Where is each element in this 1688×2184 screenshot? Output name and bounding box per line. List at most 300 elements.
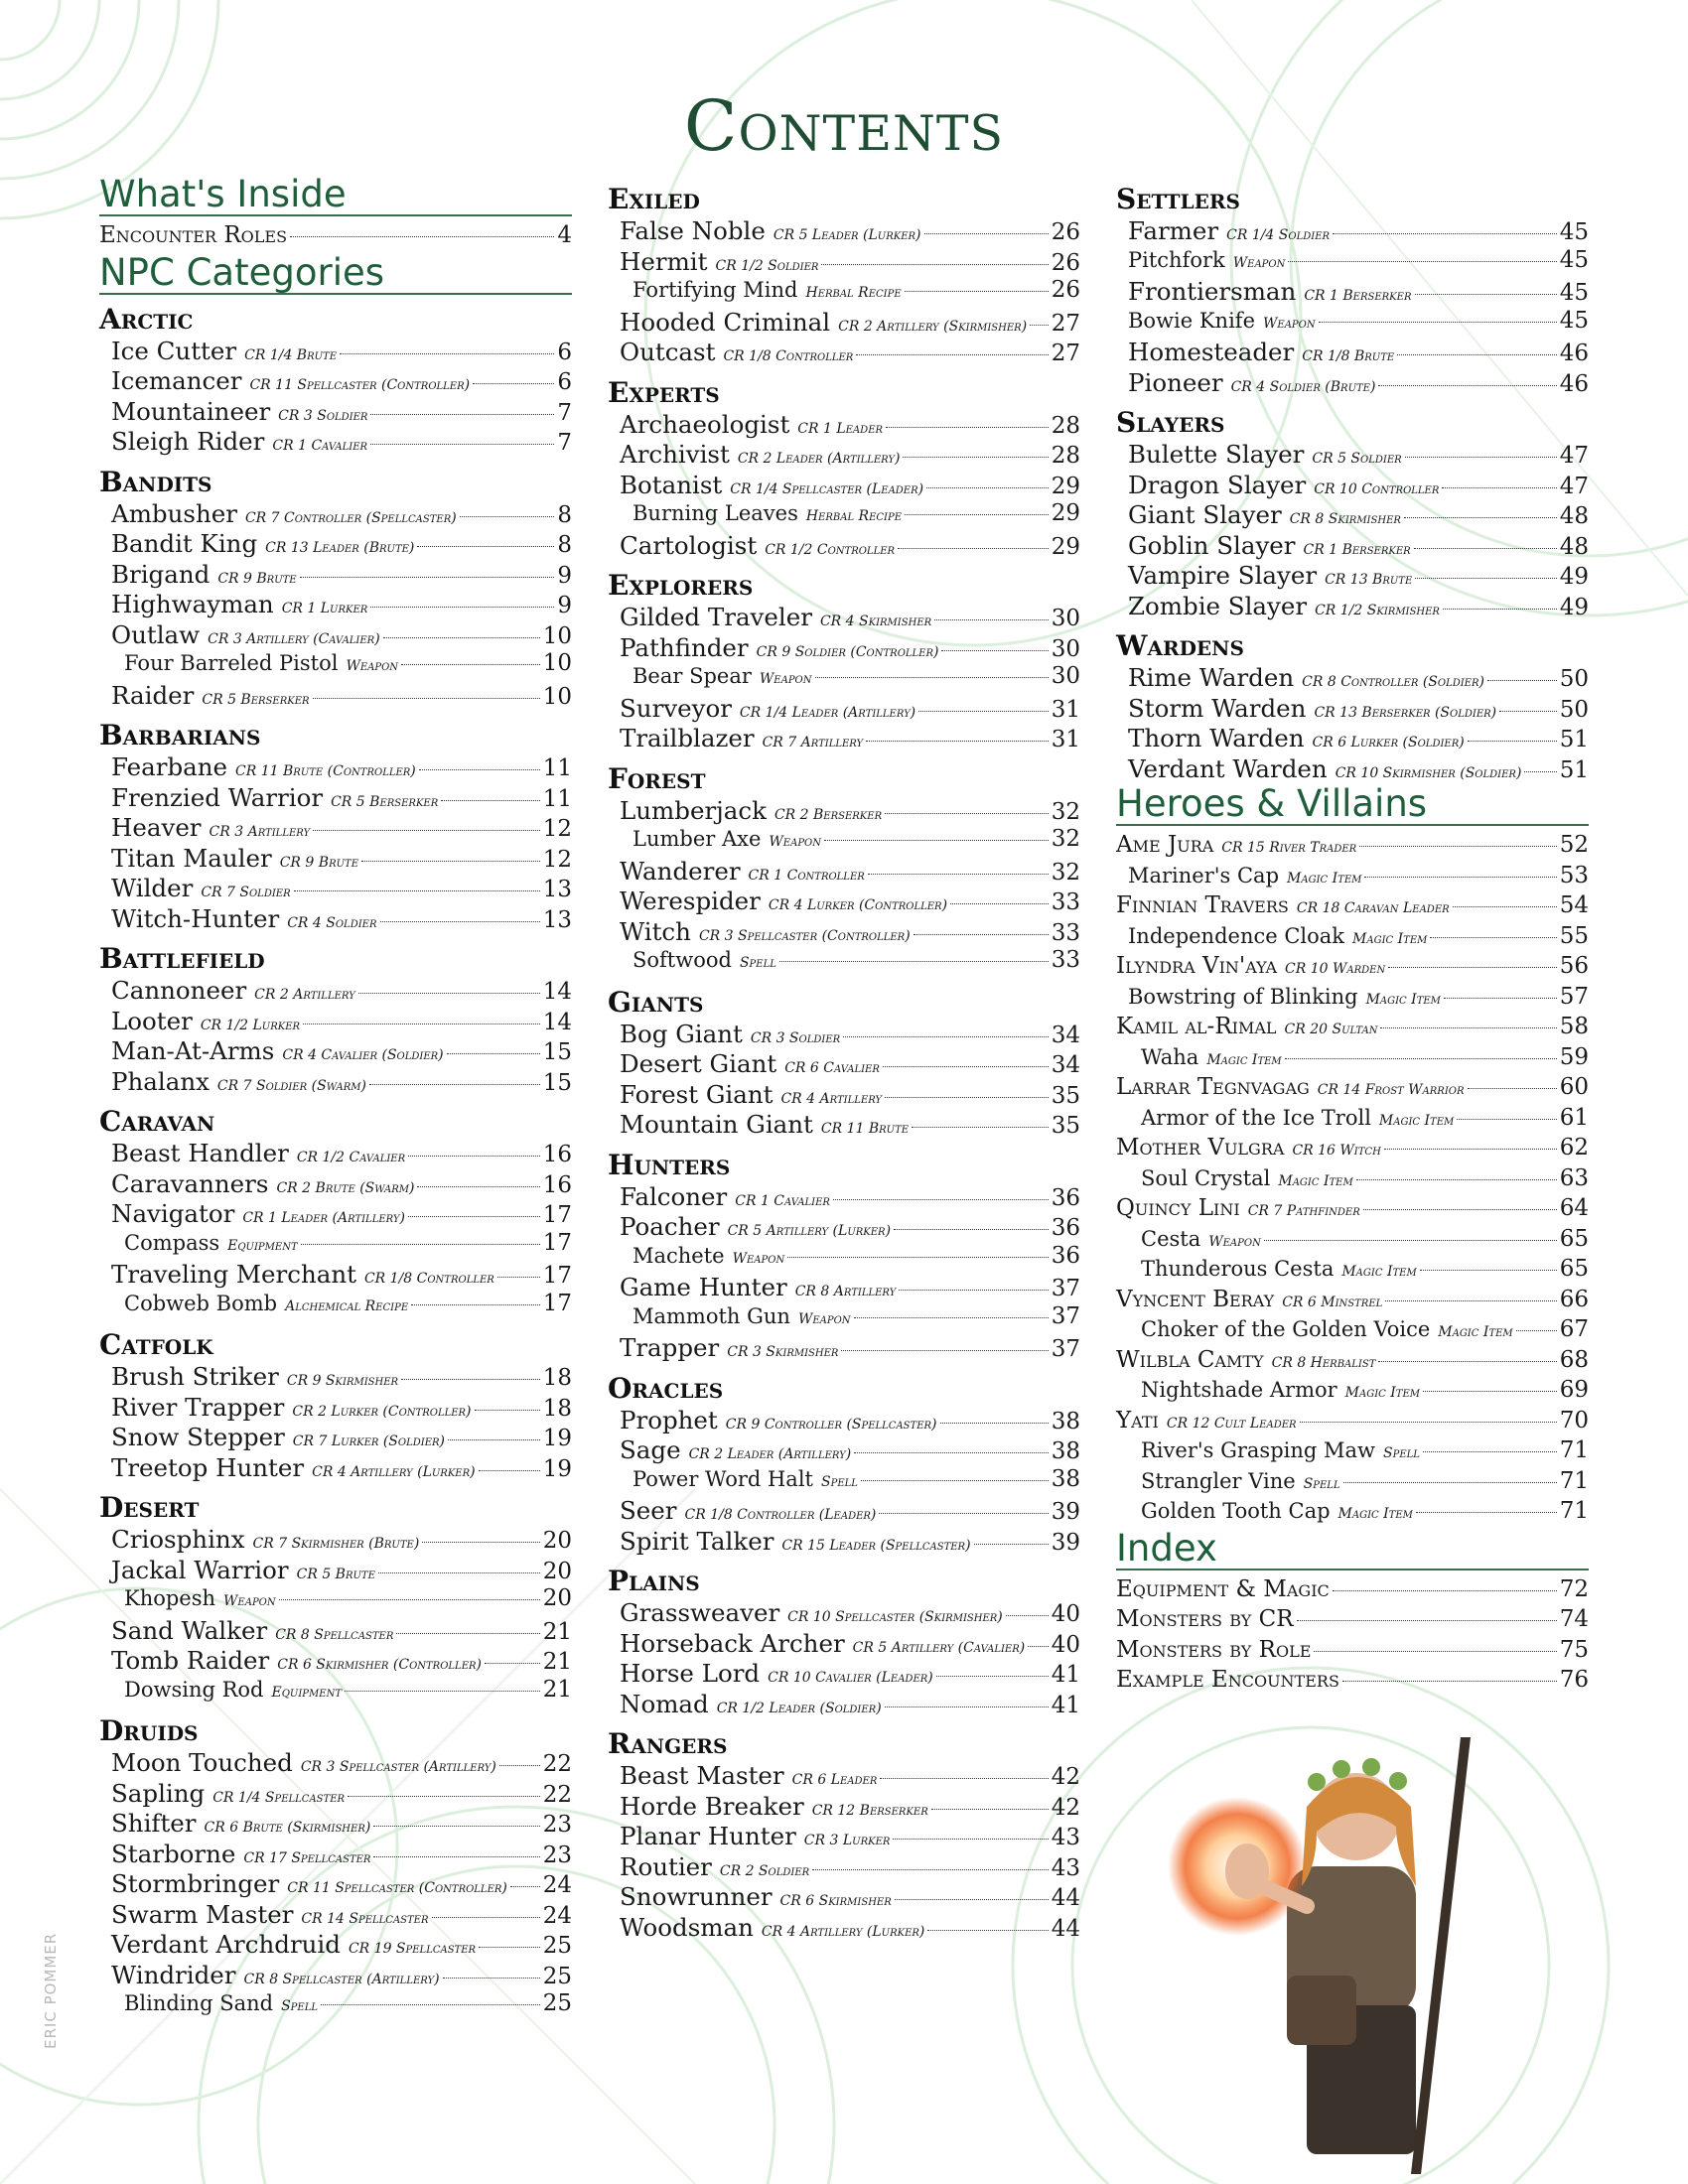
toc-entry[interactable] bbox=[99, 366, 572, 397]
toc-entry[interactable] bbox=[1116, 1074, 1589, 1105]
entry-name: Bandit King bbox=[111, 529, 258, 558]
entry-meta: CR 11 Brute bbox=[820, 1121, 910, 1137]
toc-entry[interactable] bbox=[1116, 892, 1589, 923]
entry-name: Strangler Vine bbox=[1141, 1468, 1296, 1493]
toc-entry[interactable] bbox=[99, 1423, 572, 1453]
entry-name: Dowsing Rod bbox=[124, 1677, 264, 1702]
entry-meta: CR 1/4 Spellcaster bbox=[212, 1789, 346, 1806]
toc-entry[interactable] bbox=[608, 1273, 1080, 1303]
entry-meta: CR 1 Lurker bbox=[281, 601, 368, 616]
toc-entry[interactable] bbox=[608, 633, 1080, 664]
entry-name: Farmer bbox=[1128, 216, 1219, 245]
toc-entry[interactable] bbox=[1116, 1606, 1589, 1637]
page-number: 31 bbox=[1051, 727, 1080, 752]
entry-name: Bulette Slayer bbox=[1128, 440, 1305, 469]
toc-entry[interactable] bbox=[99, 1393, 572, 1424]
page-number: 36 bbox=[1051, 1242, 1080, 1269]
entry-meta: CR 5 Brute bbox=[296, 1566, 375, 1582]
toc-entry[interactable] bbox=[1116, 368, 1589, 399]
dot-leader bbox=[934, 619, 1049, 620]
dot-leader bbox=[1363, 1209, 1557, 1210]
entry-meta: CR 1/4 Spellcaster (Leader) bbox=[730, 480, 924, 497]
dot-leader bbox=[432, 1917, 540, 1918]
page-number: 13 bbox=[542, 877, 572, 902]
page-number: 37 bbox=[1051, 1302, 1080, 1329]
page-number: 42 bbox=[1051, 1794, 1080, 1821]
entry-name: Fortifying Mind bbox=[633, 278, 798, 302]
entry-name: Rime Warden bbox=[1128, 663, 1295, 692]
entry-name: Bowstring of Blinking bbox=[1128, 984, 1358, 1009]
toc-entry[interactable] bbox=[99, 1556, 572, 1586]
dot-leader bbox=[879, 1513, 1048, 1514]
toc-entry[interactable] bbox=[99, 1646, 572, 1677]
toc-entry[interactable] bbox=[1116, 724, 1589, 754]
entry-name: Stormbringer bbox=[111, 1869, 280, 1898]
entry-meta: CR 7 Artillery bbox=[762, 735, 864, 751]
dot-leader bbox=[1359, 846, 1557, 847]
toc-entry[interactable] bbox=[99, 1990, 572, 2021]
page-number: 16 bbox=[542, 1171, 572, 1198]
toc-entry[interactable] bbox=[608, 500, 1080, 531]
toc-entry[interactable] bbox=[99, 1007, 572, 1037]
toc-entry[interactable] bbox=[99, 620, 572, 651]
dot-leader bbox=[378, 1572, 540, 1573]
entry-name: Bear Spear bbox=[633, 664, 752, 688]
entry-name: Phalanx bbox=[111, 1066, 210, 1096]
page-number: 21 bbox=[542, 1676, 572, 1703]
toc-entry[interactable] bbox=[608, 1243, 1080, 1274]
entry-meta: CR 4 Skirmisher bbox=[819, 614, 932, 629]
toc-entry[interactable] bbox=[1116, 440, 1589, 471]
toc-entry[interactable] bbox=[1116, 1135, 1589, 1165]
toc-entry[interactable] bbox=[1116, 1667, 1589, 1698]
contents-column-1 bbox=[99, 175, 572, 2021]
page-number: 58 bbox=[1559, 1014, 1589, 1039]
dot-leader bbox=[510, 1886, 540, 1887]
toc-entry[interactable] bbox=[608, 247, 1080, 278]
toc-entry[interactable] bbox=[1116, 471, 1589, 501]
dot-leader bbox=[893, 1839, 1048, 1840]
category-heading-explorers: Explorers bbox=[608, 569, 754, 602]
toc-entry[interactable] bbox=[1116, 923, 1589, 954]
entry-name: Softwood bbox=[633, 948, 732, 972]
dot-leader bbox=[815, 677, 1049, 678]
toc-entry[interactable] bbox=[608, 338, 1080, 368]
dot-leader bbox=[422, 1542, 539, 1543]
entry-meta: CR 4 Artillery (Lurker) bbox=[312, 1463, 476, 1480]
entry-name: Machete bbox=[633, 1243, 725, 1268]
dot-leader bbox=[941, 650, 1048, 651]
toc-entry[interactable] bbox=[1116, 1044, 1589, 1075]
dot-leader bbox=[485, 1663, 540, 1664]
entry-name: Jackal Warrior bbox=[111, 1555, 289, 1584]
entry-name: Cesta bbox=[1141, 1226, 1201, 1251]
entry-meta: CR 9 Soldier (Controller) bbox=[756, 643, 939, 660]
entry-name: Pioneer bbox=[1128, 367, 1223, 397]
entry-name: Shifter bbox=[111, 1809, 197, 1838]
entry-meta: CR 2 Soldier bbox=[719, 1862, 810, 1879]
toc-entry[interactable] bbox=[608, 1182, 1080, 1213]
toc-entry[interactable] bbox=[99, 1930, 572, 1961]
dot-leader bbox=[1314, 1651, 1556, 1652]
entry-meta: CR 17 Spellcaster bbox=[243, 1849, 371, 1866]
toc-entry[interactable] bbox=[1116, 1195, 1589, 1226]
dot-leader bbox=[1457, 1119, 1556, 1120]
toc-entry[interactable] bbox=[608, 1598, 1080, 1629]
entry-meta: Weapon bbox=[759, 671, 812, 687]
toc-entry[interactable] bbox=[99, 1900, 572, 1931]
toc-entry[interactable] bbox=[608, 1435, 1080, 1466]
page-number: 76 bbox=[1559, 1667, 1589, 1693]
entry-name: Blinding Sand bbox=[124, 1991, 274, 2015]
toc-entry[interactable] bbox=[608, 1466, 1080, 1497]
entry-meta: Weapon bbox=[732, 1250, 785, 1267]
page-title: Contents bbox=[683, 85, 1005, 167]
toc-entry[interactable] bbox=[608, 1822, 1080, 1852]
entry-name: Giant Slayer bbox=[1128, 500, 1282, 529]
toc-entry[interactable] bbox=[99, 590, 572, 620]
page-number: 48 bbox=[1559, 503, 1589, 529]
toc-entry[interactable] bbox=[1116, 754, 1589, 785]
page-number: 17 bbox=[542, 1229, 572, 1256]
toc-entry[interactable] bbox=[99, 752, 572, 783]
entry-name: Waha bbox=[1141, 1044, 1199, 1069]
toc-entry[interactable] bbox=[99, 427, 572, 458]
toc-entry[interactable] bbox=[1116, 1165, 1589, 1196]
toc-entry[interactable] bbox=[99, 1961, 572, 1991]
entry-meta: Magic Item bbox=[1287, 870, 1362, 887]
page-number: 46 bbox=[1559, 341, 1589, 366]
toc-entry[interactable] bbox=[608, 887, 1080, 917]
toc-entry[interactable] bbox=[608, 277, 1080, 308]
dot-leader bbox=[294, 890, 540, 891]
entry-name: Power Word Halt bbox=[633, 1466, 813, 1491]
dot-leader bbox=[401, 664, 540, 665]
toc-entry[interactable] bbox=[1116, 953, 1589, 984]
entry-meta: CR 4 Lurker (Controller) bbox=[768, 897, 948, 913]
entry-meta: Magic Item bbox=[1337, 1506, 1413, 1522]
page-number: 40 bbox=[1051, 1631, 1080, 1658]
dot-leader bbox=[1487, 680, 1557, 681]
dot-leader bbox=[345, 1691, 540, 1692]
toc-entry[interactable] bbox=[99, 222, 572, 253]
page-number: 8 bbox=[557, 532, 572, 558]
dot-leader bbox=[313, 698, 540, 699]
toc-entry[interactable] bbox=[608, 410, 1080, 441]
toc-entry[interactable] bbox=[1116, 338, 1589, 368]
toc-entry[interactable] bbox=[608, 1496, 1080, 1527]
entry-meta: Weapon bbox=[797, 1310, 851, 1327]
toc-entry[interactable] bbox=[1116, 694, 1589, 725]
entry-name: Ambusher bbox=[111, 498, 237, 528]
toc-entry[interactable] bbox=[1116, 1105, 1589, 1136]
toc-entry[interactable] bbox=[99, 1362, 572, 1393]
dot-leader bbox=[924, 233, 1049, 234]
dot-leader bbox=[1415, 578, 1556, 579]
toc-entry[interactable] bbox=[99, 337, 572, 367]
toc-entry[interactable] bbox=[99, 783, 572, 814]
dot-leader bbox=[1300, 1422, 1557, 1423]
entry-meta: CR 6 Cavalier bbox=[784, 1060, 880, 1076]
page-number: 39 bbox=[1051, 1529, 1080, 1556]
toc-entry[interactable] bbox=[608, 308, 1080, 339]
toc-entry[interactable] bbox=[99, 1036, 572, 1067]
toc-entry[interactable] bbox=[99, 650, 572, 681]
dot-leader bbox=[824, 840, 1049, 841]
toc-entry[interactable] bbox=[608, 796, 1080, 827]
entry-meta: Weapon bbox=[1263, 315, 1316, 332]
entry-name: Homesteader bbox=[1128, 338, 1295, 366]
entry-meta: CR 11 Spellcaster (Controller) bbox=[249, 377, 471, 393]
toc-entry[interactable] bbox=[99, 1291, 572, 1321]
toc-entry[interactable] bbox=[99, 1525, 572, 1556]
page-number: 44 bbox=[1051, 1885, 1080, 1911]
entry-meta: CR 10 Controller bbox=[1314, 480, 1440, 497]
entry-name: Sage bbox=[620, 1435, 681, 1464]
toc-entry[interactable] bbox=[1116, 247, 1589, 278]
entry-meta: Weapon bbox=[1208, 1233, 1261, 1250]
toc-entry[interactable] bbox=[99, 681, 572, 712]
toc-entry[interactable] bbox=[99, 1230, 572, 1261]
page-number: 70 bbox=[1559, 1407, 1589, 1433]
toc-entry[interactable] bbox=[608, 1761, 1080, 1792]
toc-entry[interactable] bbox=[608, 471, 1080, 501]
toc-entry[interactable] bbox=[1116, 1377, 1589, 1408]
page-number: 30 bbox=[1051, 606, 1080, 631]
contents-column-2 bbox=[608, 175, 1080, 1943]
entry-meta: CR 7 Pathfinder bbox=[1247, 1203, 1360, 1219]
entry-meta: CR 20 Sultan bbox=[1284, 1022, 1378, 1037]
dot-leader bbox=[479, 1947, 540, 1948]
entry-name: Mountaineer bbox=[111, 396, 271, 426]
page-number: 25 bbox=[542, 1990, 572, 2016]
entry-name: Criosphinx bbox=[111, 1525, 245, 1554]
page-number: 68 bbox=[1559, 1346, 1589, 1373]
toc-entry[interactable] bbox=[99, 1779, 572, 1810]
entry-meta: CR 9 Skirmisher bbox=[286, 1373, 399, 1389]
toc-entry[interactable] bbox=[608, 531, 1080, 562]
entry-meta: CR 1 Cavalier bbox=[735, 1192, 830, 1209]
toc-entry[interactable] bbox=[1116, 832, 1589, 863]
dot-leader bbox=[321, 2004, 540, 2005]
page-number: 47 bbox=[1559, 443, 1589, 469]
toc-entry[interactable] bbox=[608, 857, 1080, 887]
toc-entry[interactable] bbox=[608, 694, 1080, 725]
toc-entry[interactable] bbox=[1116, 561, 1589, 592]
toc-entry[interactable] bbox=[608, 1303, 1080, 1334]
dot-leader bbox=[883, 1066, 1049, 1067]
toc-entry[interactable] bbox=[99, 904, 572, 935]
toc-entry[interactable] bbox=[99, 397, 572, 428]
toc-entry[interactable] bbox=[1116, 984, 1589, 1015]
entry-meta: CR 15 River Trader bbox=[1221, 840, 1357, 856]
dot-leader bbox=[358, 993, 540, 994]
page-number: 49 bbox=[1559, 564, 1589, 590]
page-number: 19 bbox=[542, 1426, 572, 1451]
toc-entry[interactable] bbox=[1116, 531, 1589, 562]
toc-entry[interactable] bbox=[1116, 216, 1589, 247]
dot-leader bbox=[1006, 1615, 1049, 1616]
toc-entry[interactable] bbox=[1116, 308, 1589, 339]
dot-leader bbox=[936, 1676, 1049, 1677]
toc-entry[interactable] bbox=[608, 1527, 1080, 1558]
entry-name: Ice Cutter bbox=[111, 336, 237, 365]
entry-meta: CR 9 Brute bbox=[217, 570, 297, 587]
toc-entry[interactable] bbox=[608, 1913, 1080, 1944]
toc-entry[interactable] bbox=[1116, 1316, 1589, 1347]
entry-name: Treetop Hunter bbox=[111, 1452, 305, 1482]
entry-meta: CR 2 Brute (Swarm) bbox=[276, 1179, 415, 1196]
dot-leader bbox=[1444, 998, 1557, 999]
dot-leader bbox=[1333, 1590, 1557, 1591]
toc-entry[interactable] bbox=[99, 1869, 572, 1900]
toc-entry[interactable] bbox=[1116, 1226, 1589, 1257]
toc-entry[interactable] bbox=[99, 976, 572, 1007]
toc-entry[interactable] bbox=[608, 663, 1080, 694]
entry-meta: Herbal Recipe bbox=[805, 285, 902, 301]
dot-leader bbox=[905, 514, 1049, 515]
page-number: 9 bbox=[557, 593, 572, 618]
toc-entry[interactable] bbox=[608, 1629, 1080, 1660]
page-number: 10 bbox=[542, 683, 572, 710]
toc-entry[interactable] bbox=[1116, 500, 1589, 531]
toc-entry[interactable] bbox=[99, 1809, 572, 1840]
page-number: 18 bbox=[542, 1365, 572, 1391]
category-heading-experts: Experts bbox=[608, 375, 720, 409]
toc-entry[interactable] bbox=[1116, 1576, 1589, 1607]
page-number: 17 bbox=[542, 1263, 572, 1289]
page-number: 49 bbox=[1559, 594, 1589, 620]
toc-entry[interactable] bbox=[1116, 1347, 1589, 1378]
page-number: 4 bbox=[557, 222, 572, 248]
entry-meta: CR 1/2 Skirmisher bbox=[1315, 602, 1440, 618]
toc-entry[interactable] bbox=[608, 1659, 1080, 1690]
entry-name: Navigator bbox=[111, 1199, 235, 1228]
entry-name: Sand Walker bbox=[111, 1615, 268, 1645]
page-number: 39 bbox=[1051, 1499, 1080, 1525]
toc-entry[interactable] bbox=[608, 1110, 1080, 1141]
toc-entry[interactable] bbox=[608, 826, 1080, 857]
entry-meta: CR 14 Frost Warrior bbox=[1317, 1082, 1465, 1098]
toc-entry[interactable] bbox=[608, 1406, 1080, 1436]
dot-leader bbox=[408, 1156, 540, 1157]
toc-entry[interactable] bbox=[1116, 592, 1589, 622]
toc-entry[interactable] bbox=[608, 1020, 1080, 1050]
toc-entry[interactable] bbox=[1116, 1498, 1589, 1529]
page-number: 41 bbox=[1051, 1662, 1080, 1688]
page-number: 26 bbox=[1051, 277, 1080, 303]
toc-entry[interactable] bbox=[608, 1212, 1080, 1243]
entry-meta: Alchemical Recipe bbox=[285, 1297, 409, 1314]
toc-entry[interactable] bbox=[99, 1585, 572, 1616]
dot-leader bbox=[1442, 487, 1556, 488]
page-number: 32 bbox=[1051, 826, 1080, 852]
toc-entry[interactable] bbox=[99, 1616, 572, 1647]
contents-column-3 bbox=[1116, 175, 1589, 1698]
toc-entry[interactable] bbox=[1116, 1287, 1589, 1317]
dot-leader bbox=[1356, 1179, 1557, 1180]
page-number: 64 bbox=[1559, 1195, 1589, 1221]
toc-entry[interactable] bbox=[1116, 1468, 1589, 1499]
toc-entry[interactable] bbox=[99, 874, 572, 904]
toc-entry[interactable] bbox=[99, 529, 572, 560]
toc-entry[interactable] bbox=[1116, 277, 1589, 308]
toc-entry[interactable] bbox=[608, 1882, 1080, 1913]
toc-entry[interactable] bbox=[608, 603, 1080, 633]
entry-name: Witch bbox=[620, 916, 691, 946]
page-number: 33 bbox=[1051, 919, 1080, 946]
entry-name: Kamil al-Rimal bbox=[1116, 1014, 1277, 1039]
entry-meta: CR 16 Witch bbox=[1292, 1143, 1381, 1159]
dot-leader bbox=[373, 1826, 539, 1827]
toc-entry[interactable] bbox=[608, 216, 1080, 247]
page-number: 17 bbox=[542, 1202, 572, 1228]
page-number: 14 bbox=[542, 979, 572, 1005]
dot-leader bbox=[348, 1796, 540, 1797]
page-number: 45 bbox=[1559, 246, 1589, 273]
toc-entry[interactable] bbox=[608, 1080, 1080, 1111]
toc-entry[interactable] bbox=[1116, 1014, 1589, 1044]
toc-entry[interactable] bbox=[99, 560, 572, 591]
entry-name: Pitchfork bbox=[1128, 247, 1225, 272]
toc-entry[interactable] bbox=[1116, 1408, 1589, 1438]
page-number: 63 bbox=[1559, 1164, 1589, 1191]
page-number: 36 bbox=[1051, 1215, 1080, 1241]
toc-entry[interactable] bbox=[608, 1792, 1080, 1823]
toc-entry[interactable] bbox=[99, 1677, 572, 1707]
toc-entry[interactable] bbox=[99, 1169, 572, 1200]
toc-entry[interactable] bbox=[608, 947, 1080, 978]
entry-name: Starborne bbox=[111, 1839, 236, 1868]
page-number: 72 bbox=[1559, 1575, 1589, 1602]
toc-entry[interactable] bbox=[608, 724, 1080, 754]
entry-meta: CR 3 Soldier bbox=[750, 1029, 841, 1046]
toc-entry[interactable] bbox=[608, 1049, 1080, 1080]
toc-entry[interactable] bbox=[608, 1852, 1080, 1883]
entry-name: Raider bbox=[111, 680, 195, 710]
toc-entry[interactable] bbox=[99, 1840, 572, 1870]
toc-entry[interactable] bbox=[99, 813, 572, 844]
toc-entry[interactable] bbox=[608, 1690, 1080, 1720]
toc-entry[interactable] bbox=[99, 1748, 572, 1779]
toc-entry[interactable] bbox=[608, 440, 1080, 471]
entry-name: Swarm Master bbox=[111, 1899, 294, 1929]
category-heading-settlers: Settlers bbox=[1116, 183, 1240, 215]
toc-entry[interactable] bbox=[1116, 1256, 1589, 1287]
toc-entry[interactable] bbox=[99, 1453, 572, 1484]
toc-entry[interactable] bbox=[608, 917, 1080, 948]
dot-leader bbox=[396, 1633, 539, 1634]
toc-entry[interactable] bbox=[99, 499, 572, 530]
entry-name: Surveyor bbox=[620, 693, 732, 723]
dot-leader bbox=[370, 414, 554, 415]
entry-name: Mountain Giant bbox=[620, 1110, 813, 1139]
entry-meta: Equipment bbox=[227, 1237, 298, 1254]
category-heading-druids: Druids bbox=[99, 1714, 199, 1747]
toc-entry[interactable] bbox=[1116, 663, 1589, 694]
toc-entry[interactable] bbox=[99, 1139, 572, 1169]
toc-entry[interactable] bbox=[608, 1333, 1080, 1364]
entry-meta: CR 12 Cult Leader bbox=[1166, 1415, 1297, 1432]
toc-entry[interactable] bbox=[99, 1067, 572, 1098]
toc-entry[interactable] bbox=[99, 1260, 572, 1291]
page-number: 20 bbox=[542, 1528, 572, 1554]
toc-entry[interactable] bbox=[1116, 863, 1589, 893]
toc-entry[interactable] bbox=[1116, 1437, 1589, 1468]
toc-entry[interactable] bbox=[99, 1199, 572, 1230]
toc-entry[interactable] bbox=[1116, 1637, 1589, 1668]
toc-entry[interactable] bbox=[99, 844, 572, 875]
